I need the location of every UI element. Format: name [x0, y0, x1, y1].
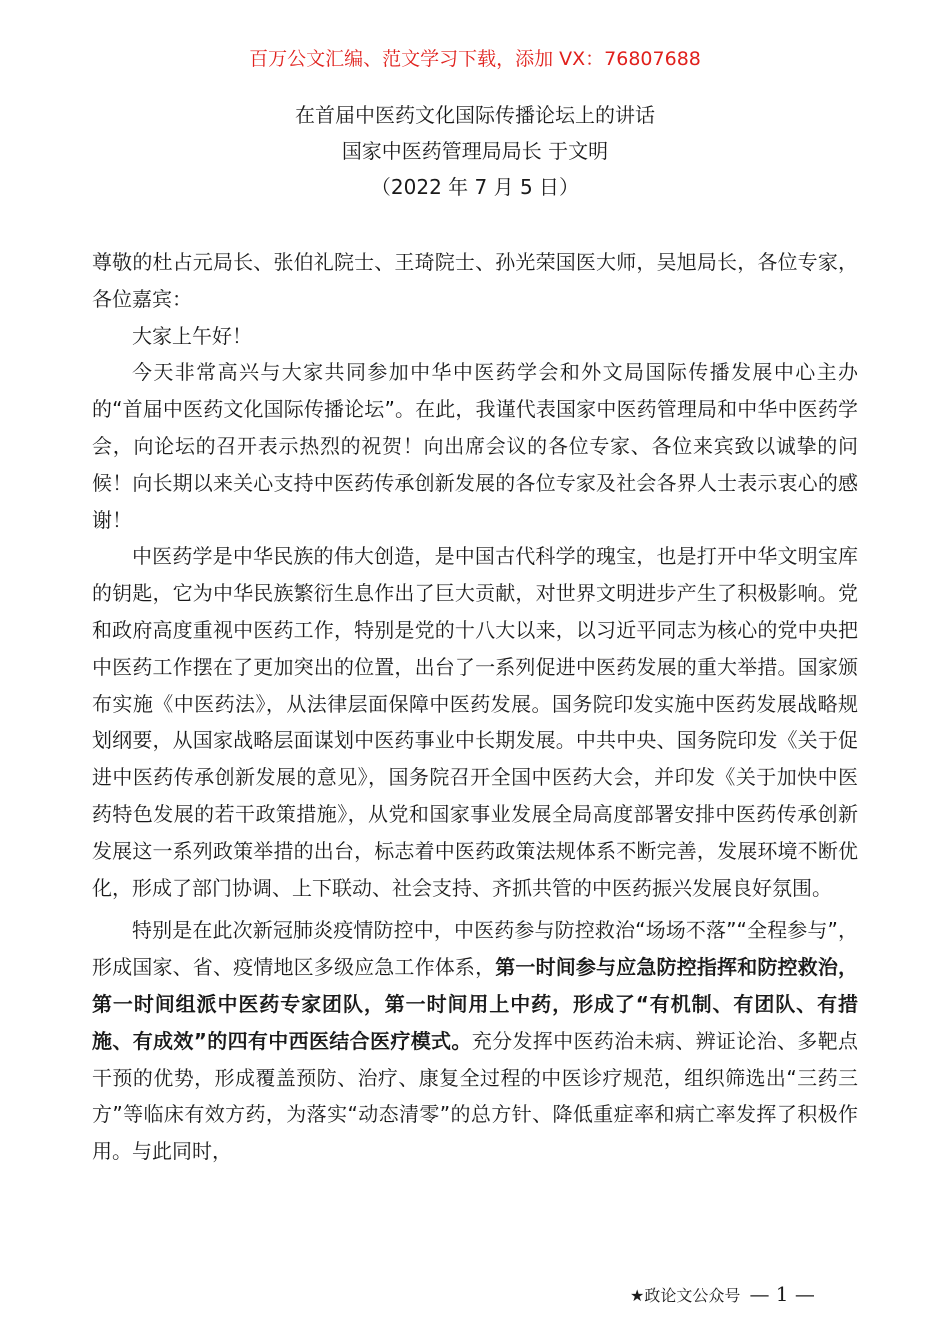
- salutation: 尊敬的杜占元局长、张伯礼院士、王琦院士、孙光荣国医大师，吴旭局长，各位专家，各位嘉宾：: [92, 250, 858, 311]
- page-number: — 1 —: [749, 1282, 815, 1306]
- paragraph-2: 中医药学是中华民族的伟大创造，是中国古代科学的瑰宝，也是打开中华文明宝库的钥匙，它为中华民族繁衍生息作出了巨大贡献，对世界文明进步产生了积极影响。党和政府高度重视中医药工作，特别是党的十八大以来，以习近平同志为核心的党中央把中医药工作摆在了更加突出的位置，出台了一系列促进中医药发展的重大举措。国家颁布实施《中医药法》，从法律层面保障中医药发展。国务院印发实施中医药发展战略规划纲要，从国家战略层面谋划中医药事业中长期发展。中共中央、国务院印发《关于促进中医药传承创新发展的意见》，国务院召开全国中医药大会，并印发《关于加快中医药特色发展的若干政策措施》，从党和国家事业发展全局高度部署安排中医药传承创新发展这一系列政策举措的出台，标志着中医药政策法规体系不断完善，发展环境不断优化，形成了部门协调、上下联动、社会支持、齐抓共管的中医药振兴发展良好氛围。: [92, 544, 858, 900]
- date-line: （2022 年 7 月 5 日）: [370, 175, 580, 199]
- paragraph-3-end: 充分发挥中医药治未病、辨证论治、多靶点干预的优势，形成覆盖预防、治疗、康复全过程的中医诊疗规范，组织筛选出“三药三方”等临床有效方药，为落实“动态清零”的总方针、降低重症率和病亡率发挥了积极作用。与此同时，: [92, 1028, 858, 1164]
- page-footer: [630, 1282, 890, 1308]
- paragraph-3-start: 特别是在此次新冠肺炎疫情防控中，中医药参与防控救治“场场不落”“全程参与”，形成国家、省、疫情地区多级应急工作体系，: [92, 918, 858, 980]
- speaker-line: 国家中医药管理局局长 于文明: [341, 139, 609, 163]
- paragraph-3: [92, 912, 858, 1170]
- greeting: 大家上午好！: [132, 323, 252, 348]
- document-body: [92, 244, 858, 1170]
- document-title: 在首届中医药文化国际传播论坛上的讲话: [295, 103, 655, 127]
- paragraph-3-bold: 第一时间参与应急防控指挥和防控救治，第一时间组派中医药专家团队，第一时间用上中药，形成了“有机制、有团队、有措施、有成效”的四有中西医结合医疗模式。: [92, 955, 859, 1053]
- document-header: [0, 97, 950, 205]
- footer-source: ★政论文公众号: [630, 1286, 741, 1305]
- watermark-banner: 百万公文汇编、范文学习下载，添加 VX：76807688: [249, 48, 701, 70]
- paragraph-1: 今天非常高兴与大家共同参加中华中医药学会和外文局国际传播发展中心主办的“首届中医药文化国际传播论坛”。在此，我谨代表国家中医药管理局和中华中医药学会，向论坛的召开表示热烈的祝贺！向出席会议的各位专家、各位来宾致以诚挚的问候！向长期以来关心支持中医药传承创新发展的各位专家及社会各界人士表示衷心的感谢！: [92, 360, 858, 532]
